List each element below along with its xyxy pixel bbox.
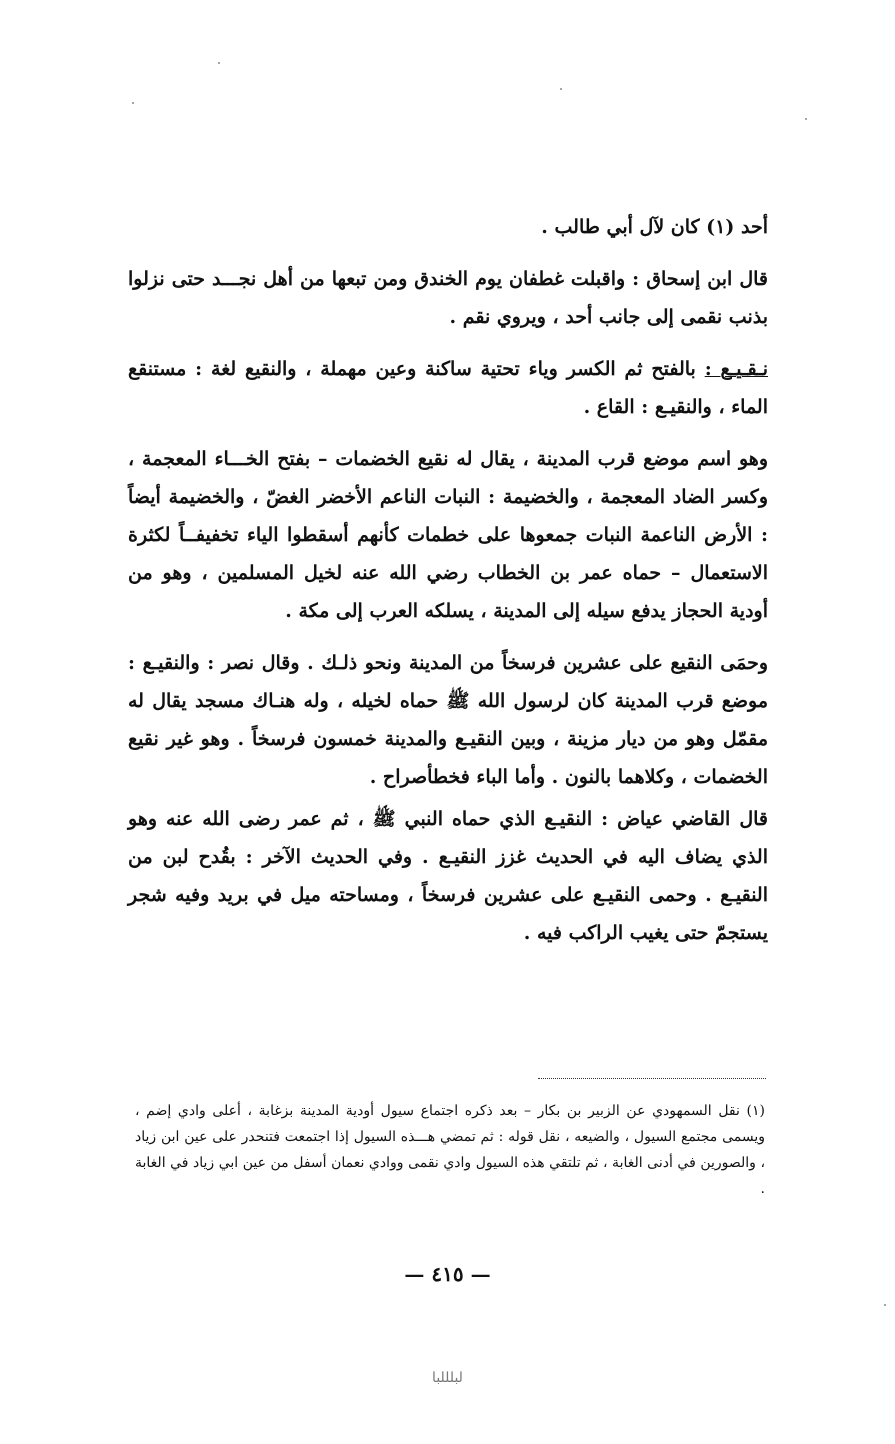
paragraph-text: بالفتح ثم الكسر وياء تحتية ساكنة وعين مهملة ، والنقيع لغة : مستنقع الماء ، والنقيـع : القاع . [128,358,768,418]
scan-speck [218,62,220,64]
paragraph-text: وحمَى النقيع على عشرين فرسخاً من المدينة ونحو ذلـك . وقال نصر : والنقيـع : موضع قرب المدينة كان لرسول الله ﷺ حماه لخيله ، وله هنـاك مسجد يقال له مقمّل وهو من ديار مزينة ، وبين النقيـع والمدينة خمسون فرسخاً . وهو غير نقيع الخضمات ، وكلاهما بالنون . وأما الباء فخطأصراح . [128,652,768,788]
scan-speck [884,1304,886,1306]
paragraph-text: قال ابن إسحاق : واقبلت غطفان يوم الخندق ومن تبعها من أهل نجـــد حتى نزلوا بذنب نقمى إلى جانب أحد ، ويروي نقم . [128,268,768,328]
scan-speck [805,118,807,120]
footnotes [135,1098,765,1202]
entry-headword: نـقـيـع : [704,358,768,380]
opening-line-text: أحد (١) كان لآل أبي طالب . [541,216,768,238]
footnote-separator [538,1078,766,1079]
scan-speck [560,88,562,90]
paragraph-text: وهو اسم موضع قرب المدينة ، يقال له نقيع الخضمات – بفتح الخـــاء المعجمة ، وكسر الضاد المعجمة ، والخضيمة : النبات الناعم الأخضر الغضّ ، والخضيمة أيضاً : الأرض الناعمة النبات جمعوها على خطمات كأنهم أسقطوا الياء تخفيفــاً لكثرة الاستعمال – حماه عمر بن الخطاب رضي الله عنه لخيل المسلمين ، وهو من أودية الحجاز يدفع سيله إلى المدينة ، يسلكه العرب إلى مكة . [128,448,768,622]
paragraph-text: قال القاضي عياض : النقيـع الذي حماه النبي ﷺ ، ثم عمر رضى الله عنه وهو الذي يضاف اليه في الحديث غزز النقيـع . وفي الحديث الآخر : بقُدح لبن من النقيـع . وحمى النقيـع على عشرين فرسخاً ، ومساحته ميل في بريد وفيه شجر يستجمّ حتى يغيب الراكب فيه . [128,808,768,944]
library-stamp: ﻟﺒﻠﻠﻠﺒﺎ [432,1370,463,1386]
paragraph-location [128,440,768,630]
page-number: — ٤١٥ — [404,1262,491,1286]
paragraph-hima [128,644,768,796]
scan-speck [132,102,134,104]
opening-line [128,208,768,246]
paragraph-naqi-definition [128,350,768,426]
paragraph-ibn-ishaq [128,260,768,336]
footnote-1 [135,1098,765,1202]
paragraph-qadi-iyad [128,800,768,952]
footnote-text: (١) نقل السمهودي عن الزبير بن بكار – بعد ذكره اجتماع سيول أودية المدينة بزغابة ، أعلى وادي إضم ، ويسمى مجتمع السيول ، والضيعه ، نقل قوله : ثم تمضي هـــذه السيول إذا اجتمعت فتنحدر على عين ابن زياد ، والصورين في أدنى الغابة ، ثم تلتقي هذه السيول وادي نقمى ووادي نعمان أسفل من عين ابي زياد في الغابة . [135,1103,765,1197]
main-text [128,208,768,952]
